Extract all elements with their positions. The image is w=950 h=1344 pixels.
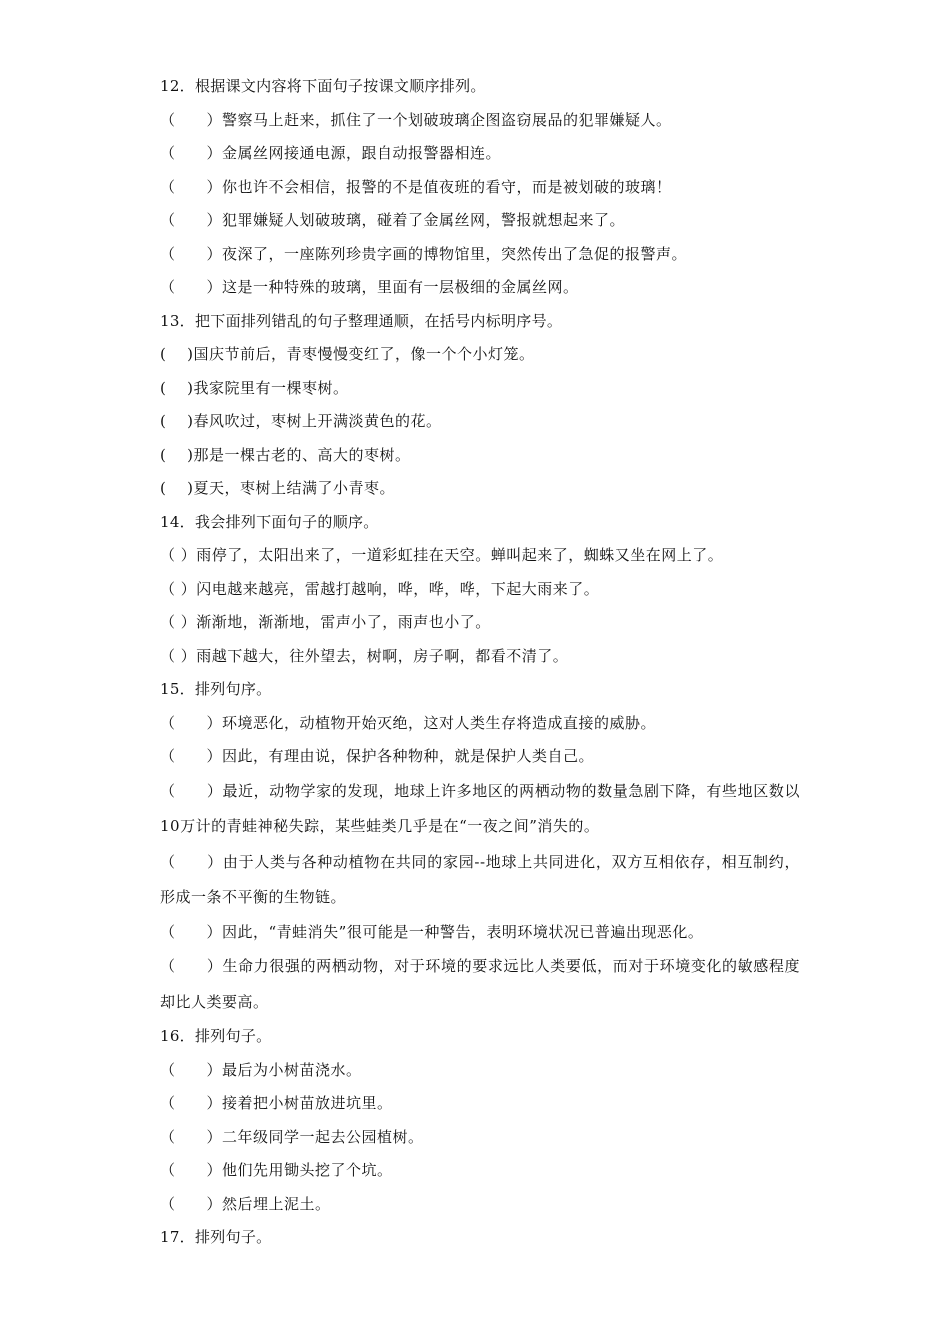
question-14-item-3: （ ）渐渐地，渐渐地，雷声小了，雨声也小了。 (160, 613, 491, 631)
question-12-item-4: （ ）犯罪嫌疑人划破玻璃，碰着了金属丝网，警报就想起来了。 (160, 211, 626, 229)
worksheet-page (160, 70, 800, 1255)
question-13-item-2: ( )我家院里有一棵枣树。 (160, 378, 349, 397)
question-14-item-2: （ ）闪电越来越亮，雷越打越响，哗，哗，哗，下起大雨来了。 (160, 579, 600, 598)
question-15-item-5: （ ）因此，“青蛙消失”很可能是一种警告，表明环境状况已普遍出现恶化。 (160, 922, 704, 941)
question-13-item-3: ( )春风吹过，枣树上开满淡黄色的花。 (160, 412, 442, 430)
question-13-item-4: ( )那是一棵古老的、高大的枣树。 (160, 445, 411, 464)
question-12-item-2: （ ）金属丝网接通电源，跟自动报警器相连。 (160, 144, 502, 162)
question-16-item-5: （ ）然后埋上泥土。 (160, 1194, 331, 1213)
question-15-title: 15．排列句序。 (160, 680, 272, 698)
question-12-item-1: （ ）警察马上赶来，抓住了一个划破玻璃企图盗窃展品的犯罪嫌疑人。 (160, 110, 672, 129)
question-15-item-6: （ ）生命力很强的两栖动物，对于环境的要求远比人类要低，而对于环境变化的敏感程度却比人类要高。 (160, 957, 800, 1011)
question-15-item-1: （ ）环境恶化，动植物开始灭绝，这对人类生存将造成直接的威胁。 (160, 713, 657, 732)
question-15-item-4: （ ）由于人类与各种动植物在共同的家园--地球上共同进化，双方互相依存，相互制约，形成一条不平衡的生物链。 (160, 852, 800, 906)
question-15-item-2: （ ）因此，有理由说，保护各种物种，就是保护人类自己。 (160, 747, 595, 765)
question-12-item-6: （ ）这是一种特殊的玻璃，里面有一层极细的金属丝网。 (160, 278, 579, 296)
question-16-item-1: （ ）最后为小树苗浇水。 (160, 1060, 362, 1079)
question-16-item-2: （ ）接着把小树苗放进坑里。 (160, 1094, 393, 1112)
question-15-item-3: （ ）最近，动物学家的发现，地球上许多地区的两栖动物的数量急剧下降，有些地区数以10万计的青蛙神秘失踪，某些蛙类几乎是在“一夜之间”消失的。 (160, 781, 800, 835)
question-12-item-3: （ ）你也许不会相信，报警的不是值夜班的看守，而是被划破的玻璃！ (160, 177, 672, 196)
question-16-title: 16．排列句子。 (160, 1027, 272, 1045)
question-14-item-4: （ ）雨越下越大，往外望去，树啊，房子啊，都看不清了。 (160, 646, 569, 665)
question-12-title: 12．根据课文内容将下面句子按课文顺序排列。 (160, 77, 486, 95)
question-12-item-5: （ ）夜深了，一座陈列珍贵字画的博物馆里，突然传出了急促的报警声。 (160, 244, 688, 263)
question-14-title: 14．我会排列下面句子的顺序。 (160, 512, 379, 531)
question-16-item-4: （ ）他们先用锄头挖了个坑。 (160, 1161, 393, 1179)
question-14-item-1: （ ）雨停了，太阳出来了，一道彩虹挂在天空。蝉叫起来了，蜘蛛又坐在网上了。 (160, 546, 724, 564)
question-16-item-3: （ ）二年级同学一起去公园植树。 (160, 1127, 424, 1146)
question-17-title: 17．排列句子。 (160, 1228, 272, 1246)
question-13-item-1: ( )国庆节前后，青枣慢慢变红了，像一个个小灯笼。 (160, 345, 535, 363)
question-13-title: 13．把下面排列错乱的句子整理通顺，在括号内标明序号。 (160, 311, 563, 330)
question-13-item-5: ( )夏天，枣树上结满了小青枣。 (160, 479, 395, 497)
